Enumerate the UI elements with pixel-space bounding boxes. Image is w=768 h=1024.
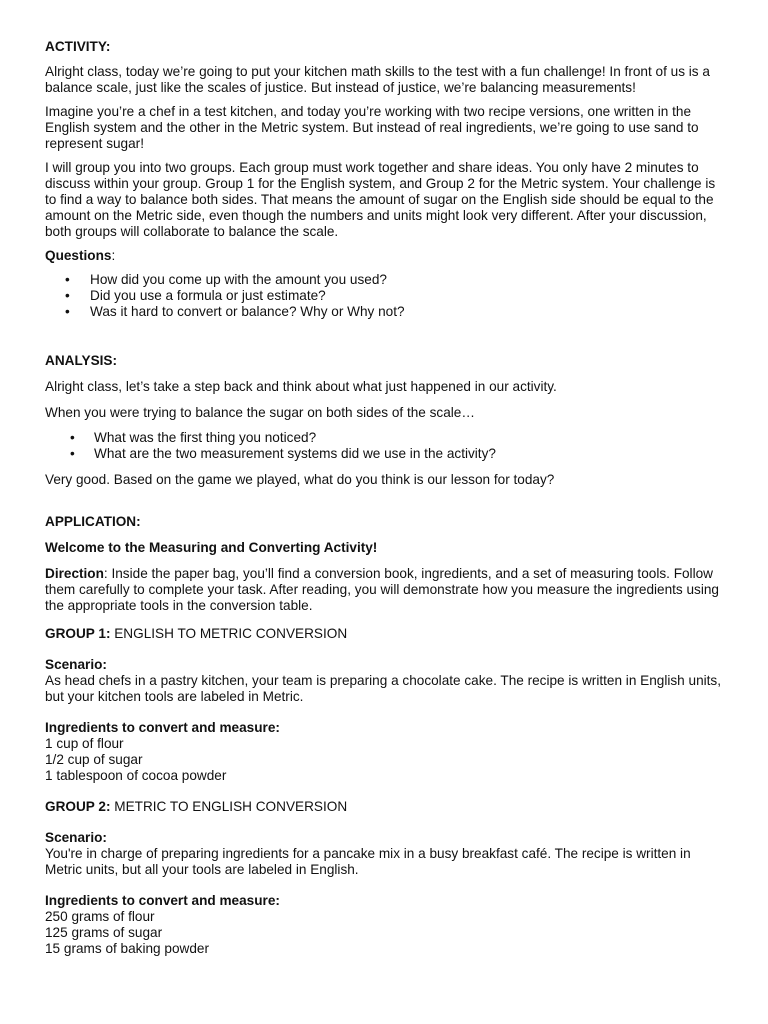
group-2-title: [45, 799, 730, 815]
analysis-questions-list: [45, 430, 730, 462]
direction-label: Direction: [45, 566, 104, 581]
analysis-closing: Very good. Based on the game we played, what do you think is our lesson for today?: [45, 472, 555, 487]
application-section: [45, 514, 730, 957]
activity-paragraph-1: Alright class, today we’re going to put your kitchen math skills to the test with a fun challenge! In front of us is a balance scale, just like the scales of justice. But instead of justice, we’re balancing measurements!: [45, 64, 710, 95]
application-heading: APPLICATION:: [45, 514, 141, 529]
group-2-label: GROUP 2:: [45, 799, 111, 814]
group-2-ingredients-label: Ingredients to convert and measure:: [45, 893, 280, 908]
list-item: • What are the two measurement systems did we use in the activity?: [45, 446, 730, 462]
group-2-ingredient: 250 grams of flour: [45, 909, 155, 924]
group-1-title: [45, 626, 730, 642]
group-2-ingredient: 15 grams of baking powder: [45, 941, 209, 956]
group-1-label: GROUP 1:: [45, 626, 111, 641]
questions-label: [45, 248, 730, 264]
group-1-scenario-label: Scenario:: [45, 657, 107, 672]
group-2-scenario: You're in charge of preparing ingredients for a pancake mix in a busy breakfast café. The recipe is written in Metric units, but all your tools are labeled in English.: [45, 846, 691, 877]
activity-paragraph-2: Imagine you’re a chef in a test kitchen, and today you’re working with two recipe versions, one written in the English system and the other in the Metric system. But instead of real ingredients, we’re going to use sand to represent sugar!: [45, 104, 699, 151]
application-welcome: Welcome to the Measuring and Converting Activity!: [45, 540, 378, 555]
group-2-ingredient: 125 grams of sugar: [45, 925, 163, 940]
group-1-ingredient: 1 cup of flour: [45, 736, 124, 751]
analysis-intro: Alright class, let’s take a step back and think about what just happened in our activity.: [45, 379, 557, 394]
group-2-scenario-label: Scenario:: [45, 830, 107, 845]
application-direction: [45, 566, 730, 614]
list-item: • How did you come up with the amount you used?: [45, 272, 730, 288]
group-1-ingredient: 1 tablespoon of cocoa powder: [45, 768, 227, 783]
group-1-ingredient: 1/2 cup of sugar: [45, 752, 143, 767]
group-2-block: [45, 799, 730, 957]
activity-questions-list: [45, 272, 730, 320]
questions-label-text: Questions: [45, 248, 112, 263]
group-1-scenario: As head chefs in a pastry kitchen, your team is preparing a chocolate cake. The recipe is written in English units, but your kitchen tools are labeled in Metric.: [45, 673, 722, 704]
activity-paragraph-3: I will group you into two groups. Each group must work together and share ideas. You only have 2 minutes to discuss within your group. Group 1 for the English system, and Group 2 for the Metric system. Your challenge is to find a way to balance both sides. That means the amount of sugar on the English side should be equal to the amount on the Metric side, even though the numbers and units might look very different. After your discussion, both groups will collaborate to balance the scale.: [45, 160, 716, 239]
group-1-title-text: ENGLISH TO METRIC CONVERSION: [110, 626, 348, 641]
group-1-ingredients-label: Ingredients to convert and measure:: [45, 720, 280, 735]
list-item: • Did you use a formula or just estimate?: [45, 288, 730, 304]
list-item: • Was it hard to convert or balance? Why or Why not?: [45, 304, 730, 320]
group-1-block: [45, 626, 730, 784]
activity-heading: ACTIVITY:: [45, 39, 111, 54]
analysis-lead: When you were trying to balance the sugar on both sides of the scale…: [45, 405, 475, 420]
questions-label-colon: :: [111, 248, 116, 263]
analysis-section: [45, 353, 730, 488]
direction-text: : Inside the paper bag, you’ll find a conversion book, ingredients, and a set of measuring tools. Follow them carefully to complete your task. After reading, you will demonstrate how you measure the ingredients using the appropriate tools in the conversion table.: [45, 566, 719, 613]
activity-section: [45, 39, 730, 320]
list-item: • What was the first thing you noticed?: [45, 430, 730, 446]
document-page: [45, 39, 730, 957]
analysis-heading: ANALYSIS:: [45, 353, 118, 368]
group-2-title-text: METRIC TO ENGLISH CONVERSION: [110, 799, 348, 814]
